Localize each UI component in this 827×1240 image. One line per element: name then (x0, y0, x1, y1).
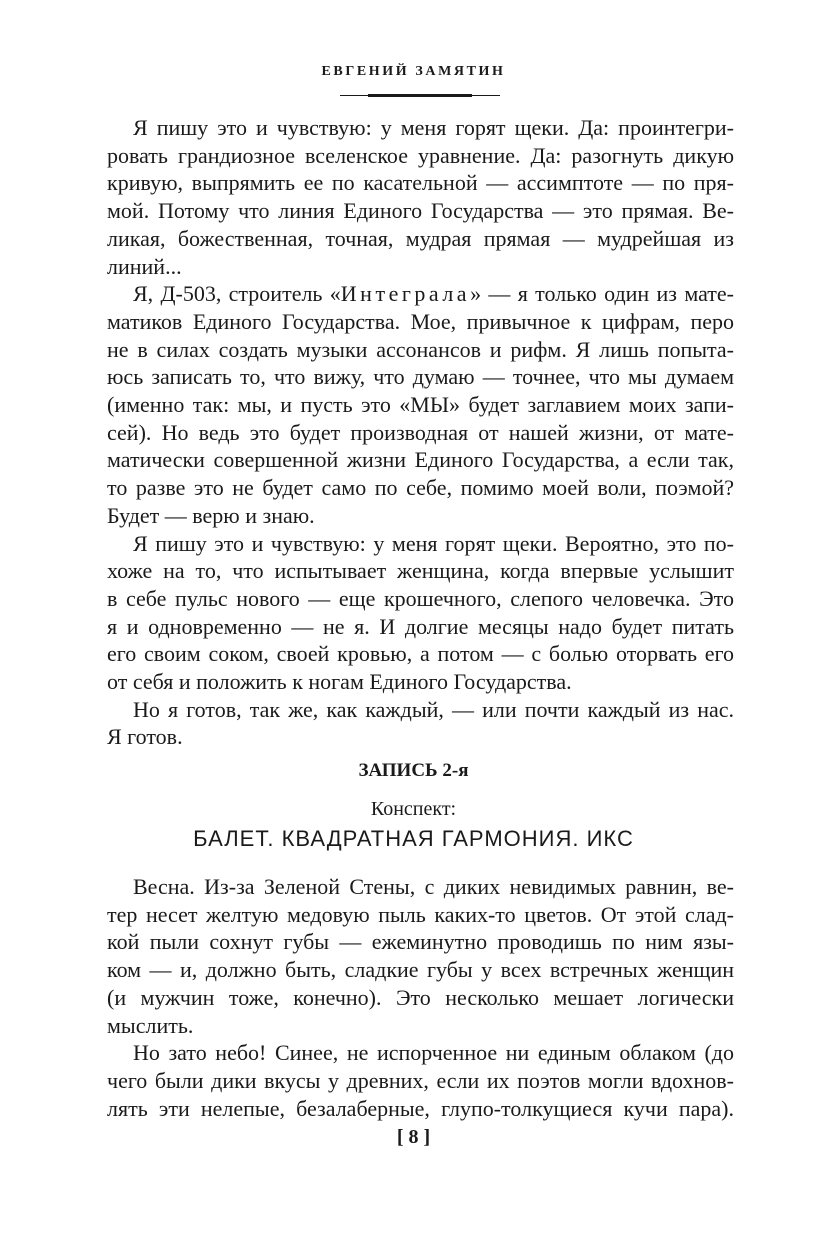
header-rule-thick (368, 94, 472, 97)
text-line: Я готов. (107, 724, 183, 750)
text-line: (именно так: мы, и пусть это «МЫ» будет заглавием моих запи- (107, 392, 734, 418)
text-line: линий... (107, 253, 182, 279)
text-line: Но зато небо! Синее, не испорченное ни единым облаком (до (133, 1040, 734, 1066)
text-line: мыслить. (107, 1012, 194, 1038)
chapter-title: ЗАПИСЬ 2-я (358, 760, 469, 781)
text-block-1 (107, 114, 734, 751)
text-line: Но я готов, так же, как каждый, — или почти каждый из нас. (133, 696, 734, 722)
text-line: Я пишу это и чувствую: у меня горят щеки. Да: проинтегри- (133, 115, 734, 140)
text-line: хоже на то, что испытывает женщина, когда впервые услышит (107, 558, 734, 584)
emphasized-word: Интеграла (340, 281, 471, 307)
text-line: ликая, божественная, точная, мудрая прямая — мудрейшая из (107, 225, 734, 251)
text-block-2 (107, 873, 734, 1122)
paragraph (107, 280, 734, 529)
text-line: то разве это не будет само по себе, помимо моей воли, поэмой? (107, 475, 734, 501)
text-line: Будет — верю и знаю. (107, 502, 315, 528)
text-line: тер несет желтую медовую пыль каких-то цветов. От этой слад- (107, 901, 734, 927)
text-line (107, 280, 734, 308)
text-line: (и мужчин тоже, конечно). Это несколько мешает логически (107, 984, 734, 1010)
text-run: » — я только один из мате- (470, 281, 734, 307)
synopsis-title: БАЛЕТ. КВАДРАТНАЯ ГАРМОНИЯ. ИКС (193, 826, 634, 851)
text-line: матиков Единого Государства. Мое, привычное к цифрам, перо (107, 308, 734, 334)
text-line: кривую, выпрямить ее по касательной — ассимптоте — по пря- (107, 170, 734, 196)
synopsis-label: Конспект: (370, 798, 457, 820)
paragraph (107, 1039, 734, 1122)
text-line: матически совершенной жизни Единого Государства, а если так, (107, 447, 734, 473)
text-line: юсь записать то, что вижу, что думаю — точнее, что мы думаем (107, 364, 734, 390)
paragraph (107, 696, 734, 751)
text-line: сей). Но ведь это будет производная от нашей жизни, от мате- (107, 419, 734, 445)
running-header: ЕВГЕНИЙ ЗАМЯТИН (321, 64, 506, 79)
text-line: ровать грандиозное вселенское уравнение. Да: разогнуть дикую (107, 142, 734, 168)
text-line: Весна. Из-за Зеленой Стены, с диких невидимых равнин, ве- (133, 874, 734, 899)
text-line: лять эти нелепые, безалаберные, глупо-толкущиеся кучи пара). (107, 1095, 734, 1121)
text-line: не в силах создать музыки ассонансов и рифм. Я лишь попыта- (107, 336, 734, 362)
text-line: мой. Потому что линия Единого Государства — это прямая. Ве- (107, 198, 734, 224)
paragraph (107, 530, 734, 696)
text-line: кой пыли сохнут губы — ежеминутно проводишь по ним язы- (107, 929, 734, 955)
text-line: ком — и, должно быть, сладкие губы у всех встречных женщин (107, 957, 734, 983)
page-number: [ 8 ] (396, 1126, 431, 1148)
paragraph (107, 114, 734, 280)
text-line: его своим соком, своей кровью, а потом — с болью оторвать его (107, 641, 734, 667)
text-line: от себя и положить к ногам Единого Государства. (107, 669, 572, 695)
text-line: в себе пульс нового — еще крошечного, слепого человечка. Это (107, 585, 734, 611)
text-line: Я пишу это и чувствую: у меня горят щеки. Вероятно, это по- (133, 530, 734, 556)
text-line: я и одновременно — не я. И долгие месяцы надо будет питать (107, 613, 734, 639)
text-run: Я, Д-503, строитель « (133, 281, 341, 307)
text-line: чего были дики вкусы у древних, если их поэтов могли вдохнов- (107, 1067, 734, 1093)
paragraph (107, 873, 734, 1039)
